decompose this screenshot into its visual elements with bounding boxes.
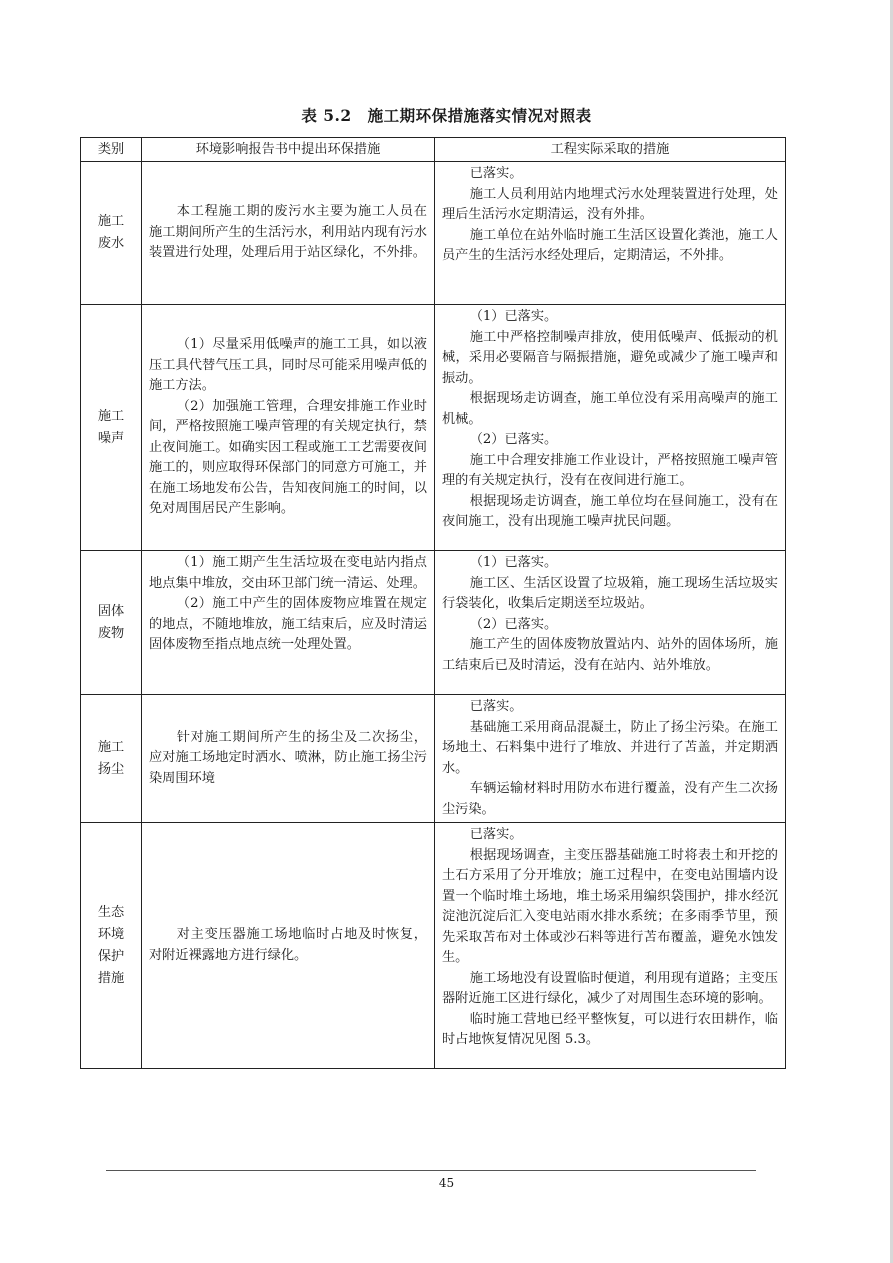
requirement-paragraph: 针对施工期间所产生的扬尘及二次扬尘，应对施工场地定时洒水、喷淋，防止施工扬尘污染周围环境 [149, 729, 427, 786]
actual-paragraph: 施工单位在站外临时施工生活区设置化粪池，施工人员产生的生活污水经处理后，定期清运，不外排。 [442, 227, 778, 263]
actual-paragraph: 已落实。 [469, 827, 523, 842]
category-line: 固体 [97, 603, 125, 619]
category-line: 废物 [97, 625, 125, 641]
page-number: 45 [438, 1176, 455, 1190]
category-line: 保护 [97, 948, 125, 964]
actual-cell [435, 695, 786, 823]
actual-paragraph: （1）已落实。 [469, 309, 558, 324]
actual-cell [435, 551, 786, 695]
requirement-paragraph: （1）尽量采用低噪声的施工工具，如以液压工具代替气压工具，同时尽可能采用噪声低的施工方法。 [149, 337, 427, 394]
actual-paragraph: 已落实。 [469, 166, 523, 181]
actual-cell [435, 823, 786, 1069]
actual-paragraph: 根据现场调查，主变压器基础施工时将表土和开挖的土石方采用了分开堆放；施工过程中，在变电站围墙内设置一个临时堆土场地，堆土场采用编织袋围护，排水经沉淀池沉淀后汇入变电站雨水排水系统；在多雨季节里，预先采取苫布对土体或沙石料等进行苫布覆盖，避免水蚀发生。 [442, 847, 778, 965]
category-line: 施工 [97, 408, 125, 424]
requirement-cell [142, 162, 435, 305]
measures-table [80, 137, 786, 1069]
header-actual: 工程实际采取的措施 [435, 138, 786, 162]
table-row [81, 551, 786, 695]
actual-paragraph: 施工场地没有设置临时便道，利用现有道路；主变压器附近施工区进行绿化，减少了对周围生态环境的影响。 [442, 970, 778, 1006]
table-header-row [81, 138, 786, 162]
actual-paragraph: 临时施工营地已经平整恢复，可以进行农田耕作，临时占地恢复情况见图 5.3。 [442, 1011, 778, 1047]
actual-paragraph: （1）已落实。 [469, 555, 558, 570]
category-line: 环境 [97, 926, 125, 942]
actual-paragraph: 已落实。 [469, 699, 523, 714]
actual-cell [435, 162, 786, 305]
category-line: 扬尘 [97, 761, 125, 777]
requirement-cell [142, 305, 435, 551]
category-cell [81, 551, 142, 695]
table-row [81, 695, 786, 823]
requirement-paragraph: （2）施工中产生的固体废物应堆置在规定的地点，不随地堆放，施工结束后，应及时清运固体废物至指点地点统一处理处置。 [149, 596, 427, 652]
requirement-paragraph: 本工程施工期的废污水主要为施工人员在施工期间所产生的生活污水，利用站内现有污水装置进行处理，处理后用于站区绿化，不外排。 [149, 204, 427, 261]
requirement-paragraph: 对主变压器施工场地临时占地及时恢复，对附近裸露地方进行绿化。 [149, 927, 427, 963]
actual-paragraph: 施工中合理安排施工作业设计，严格按照施工噪声管理的有关规定执行，没有在夜间进行施工。 [442, 452, 778, 488]
category-line: 施工 [97, 739, 125, 755]
category-cell [81, 823, 142, 1069]
requirement-cell [142, 823, 435, 1069]
actual-paragraph: 根据现场走访调查，施工单位均在昼间施工，没有在夜间施工，没有出现施工噪声扰民问题。 [442, 493, 778, 529]
category-line: 生态 [97, 904, 125, 920]
requirement-cell [142, 695, 435, 823]
actual-paragraph: 根据现场走访调查，施工单位没有采用高噪声的施工机械。 [442, 391, 778, 427]
header-category: 类别 [81, 138, 142, 162]
footer-divider [106, 1170, 756, 1171]
category-line: 措施 [97, 970, 125, 986]
requirement-paragraph: （1）施工期产生生活垃圾在变电站内指点地点集中堆放，交由环卫部门统一清运、处理。 [149, 555, 427, 591]
table-row [81, 305, 786, 551]
category-line: 噪声 [97, 430, 125, 446]
header-requirement: 环境影响报告书中提出环保措施 [142, 138, 435, 162]
category-line: 废水 [97, 236, 125, 251]
actual-paragraph: 施工产生的固体废物放置站内、站外的固体场所，施工结束后已及时清运，没有在站内、站外堆放。 [442, 637, 778, 673]
table-title: 表 5.2 施工期环保措施落实情况对照表 [301, 106, 592, 125]
category-cell [81, 305, 142, 551]
actual-paragraph: （2）已落实。 [469, 616, 558, 632]
actual-paragraph: 施工区、生活区设置了垃圾箱，施工现场生活垃圾实行袋装化，收集后定期送至垃圾站。 [442, 575, 778, 611]
actual-paragraph: 施工人员利用站内地埋式污水处理装置进行处理，处理后生活污水定期清运，没有外排。 [442, 186, 778, 222]
category-cell [81, 162, 142, 305]
requirement-cell [142, 551, 435, 695]
table-row [81, 162, 786, 305]
requirement-paragraph: （2）加强施工管理，合理安排施工作业时间，严格按照施工噪声管理的有关规定执行，禁止夜间施工。如确实因工程或施工工艺需要夜间施工的，则应取得环保部门的同意方可施工，并在施工场地发布公告，告知夜间施工的时间，以免对周围居民产生影响。 [149, 398, 427, 517]
actual-paragraph: 基础施工采用商品混凝土，防止了扬尘污染。在施工场地土、石料集中进行了堆放、并进行了苫盖，并定期洒水。 [442, 719, 778, 776]
category-cell [81, 695, 142, 823]
actual-cell [435, 305, 786, 551]
actual-paragraph: （2）已落实。 [469, 432, 558, 447]
actual-paragraph: 车辆运输材料时用防水布进行覆盖，没有产生二次扬尘污染。 [442, 781, 778, 817]
actual-paragraph: 施工中严格控制噪声排放，使用低噪声、低振动的机械，采用必要隔音与隔振措施，避免或减少了施工噪声和振动。 [442, 329, 778, 386]
category-line: 施工 [97, 214, 125, 229]
table-row [81, 823, 786, 1069]
